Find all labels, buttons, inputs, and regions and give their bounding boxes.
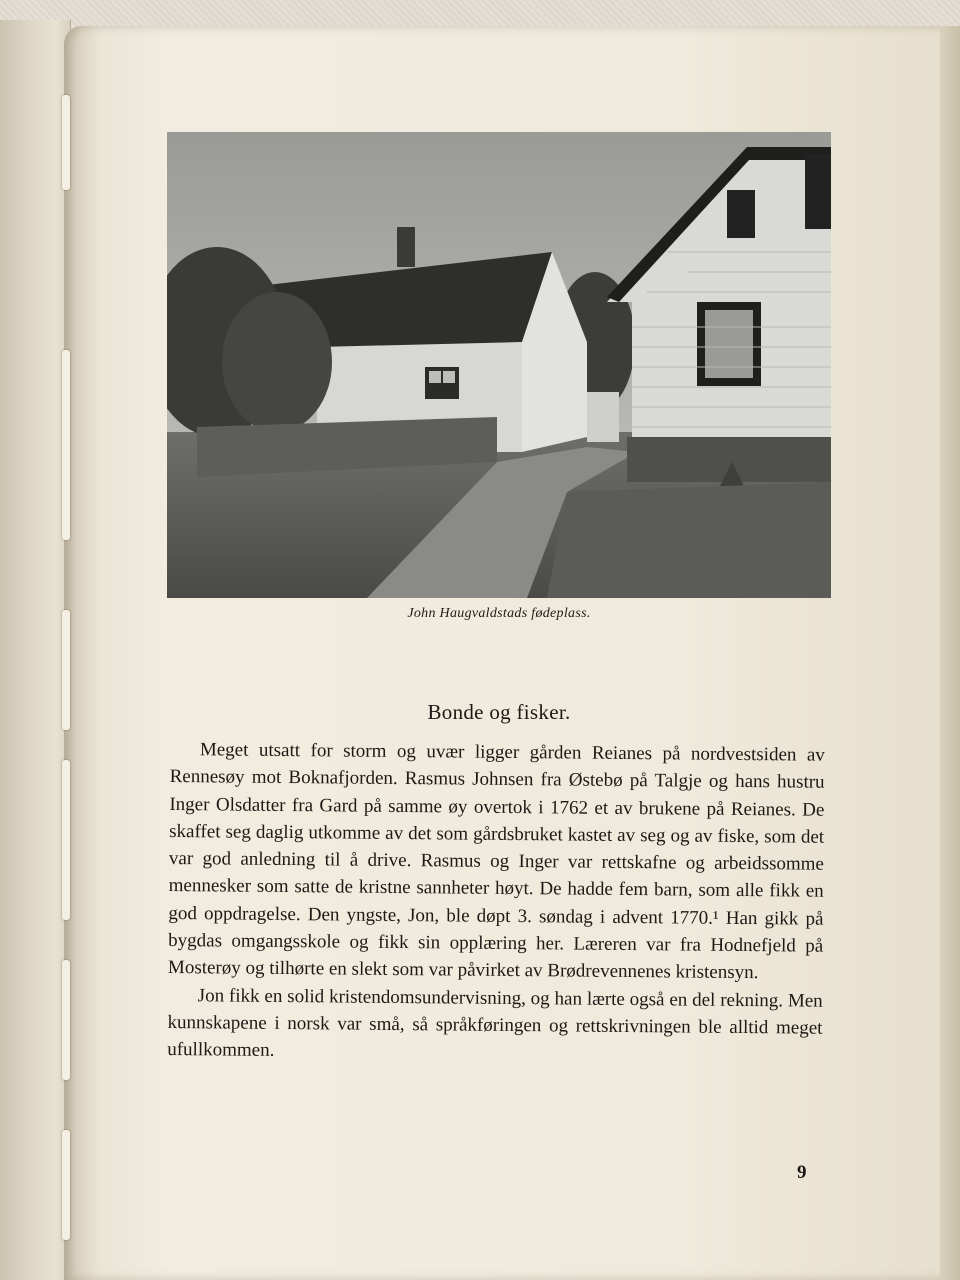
photo-caption: John Haugvaldstads fødeplass. bbox=[407, 606, 591, 621]
binding-stitch bbox=[62, 760, 70, 920]
page-number: 9 bbox=[797, 1162, 807, 1183]
binding-stitch bbox=[62, 960, 70, 1080]
right-page-edge bbox=[940, 26, 960, 1280]
binding-stitch bbox=[62, 1130, 70, 1240]
paragraph: Jon fikk en solid kristendomsundervisning, og han lærte også en del rekning. Men kunnskapene i norsk var små, så språkføringen og rettskrivningen ble alltid meget ufullkommen. bbox=[167, 984, 823, 1062]
binding-stitch bbox=[62, 95, 70, 190]
left-page-edge bbox=[0, 20, 71, 1280]
section-heading: Bonde og fisker. bbox=[427, 700, 571, 724]
binding-stitch bbox=[62, 350, 70, 540]
body-text bbox=[167, 736, 825, 1069]
paragraph: Meget utsatt for storm og uvær ligger gården Reianes på nordvestsiden av Rennesøy mot Boknafjorden. Rasmus Johnsen fra Østebø på Talgje og hans hustru Inger Olsdatter fra Gard på samme øy overtok i 1762 et av brukene på Reianes. De skaffet seg daglig utkomme av det som gårdsbruket kastet av seg og av fiske, som det var god anledning til å drive. Rasmus og Inger var rettskafne og arbeidssomme mennesker som satte de kristne sannheter høyt. De hadde fem barn, som alle fikk en god oppdragelse. Den yngste, Jon, ble døpt 3. søndag i advent 1770.¹ Han gikk på bygdas omgangsskole og fikk sin opplæring her. Læreren var fra Hodnefjeld på Mosterøy og tilhørte en slekt som var påvirket av Brødrevennenes kristensyn. bbox=[167, 739, 825, 984]
binding-stitch bbox=[62, 610, 70, 730]
farmhouse-photo bbox=[167, 132, 831, 598]
